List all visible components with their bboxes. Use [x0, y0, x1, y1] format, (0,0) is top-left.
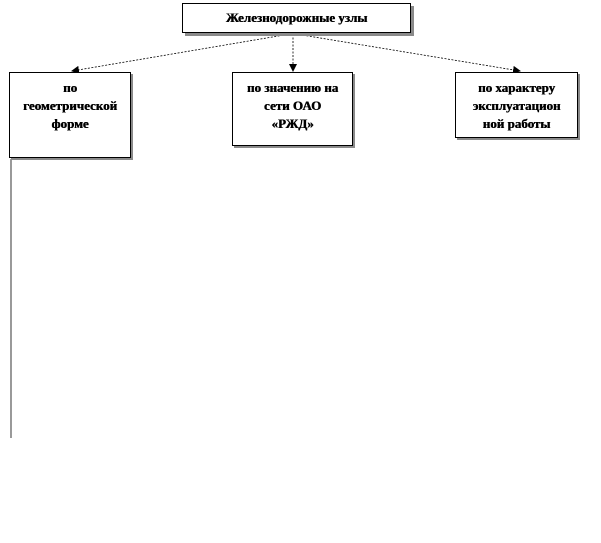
- node-by-operation-type: [455, 72, 578, 138]
- root-node-label: Железнодорожные узлы: [225, 10, 368, 25]
- root-node-railway-junctions: [182, 3, 411, 33]
- node-line: форме: [51, 116, 89, 131]
- node-line: по: [63, 80, 77, 95]
- connector-root-to-operation: [296, 34, 520, 71]
- node-line: сети ОАО: [263, 98, 322, 113]
- node-line: геометрической: [23, 98, 117, 113]
- connector-root-to-geometric: [72, 34, 290, 71]
- node-by-network-significance: [232, 72, 353, 146]
- node-line: по характеру: [477, 80, 555, 95]
- node-line: эксплуатацион: [472, 98, 561, 113]
- node-line: по значению на: [246, 80, 339, 95]
- node-by-geometric-form: [9, 72, 131, 158]
- node-line: ной работы: [482, 116, 551, 131]
- node-line: «РЖД»: [271, 116, 314, 131]
